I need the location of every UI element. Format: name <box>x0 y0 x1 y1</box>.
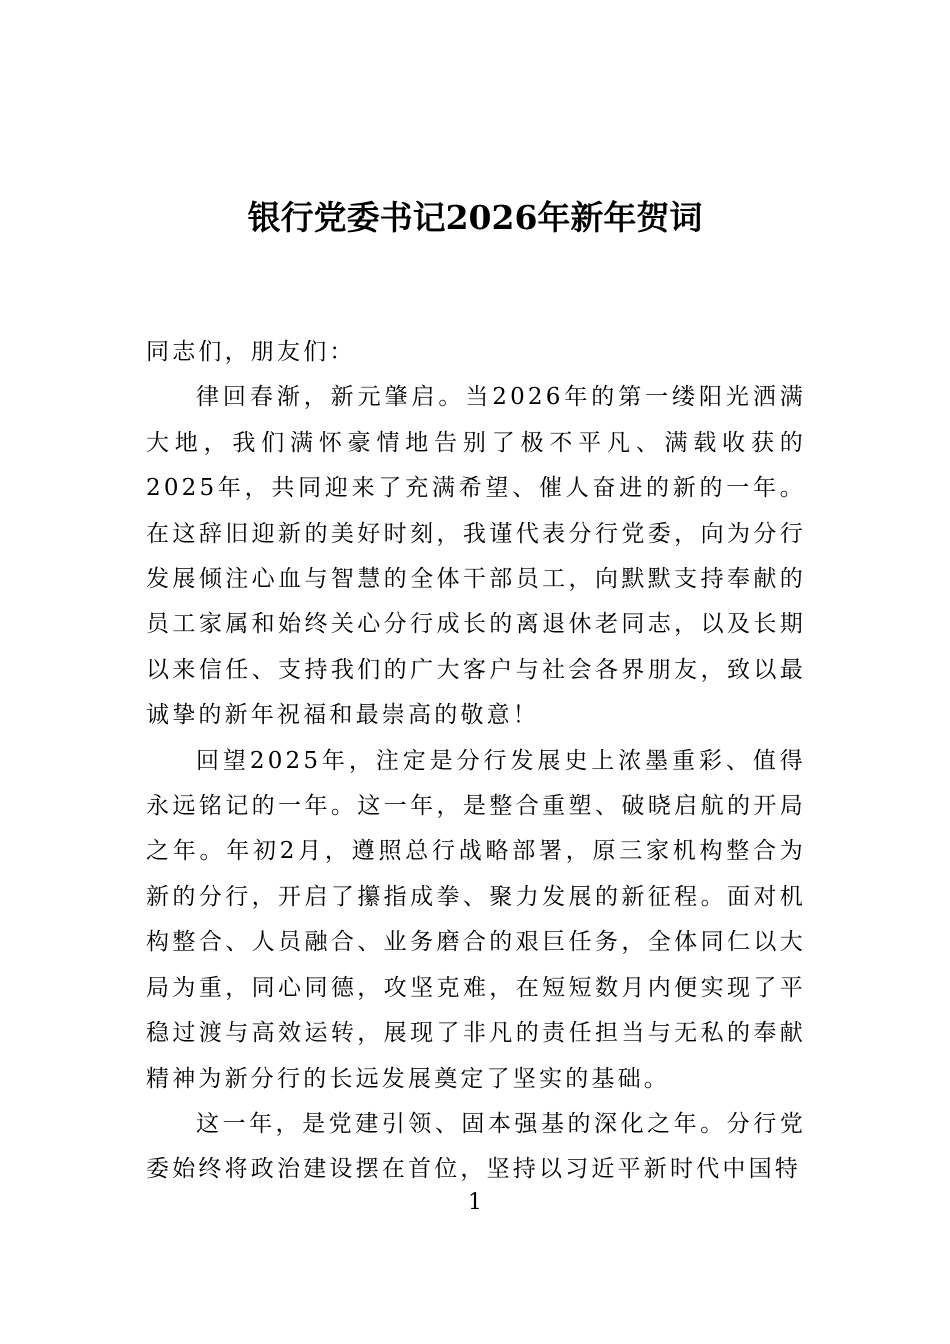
document-title: 银行党委书记2026年新年贺词 <box>247 198 703 237</box>
page-number: 1 <box>468 1190 482 1215</box>
salutation: 同志们，朋友们： <box>146 339 356 365</box>
paragraph-new-year-greeting: 律回春渐，新元肇启。当2026年的第一缕阳光洒满大地，我们满怀豪情地告别了极不平凡、满载收获的2025年，共同迎来了充满希望、催人奋进的新的一年。在这辞旧迎新的美好时刻，我谨代表分行党委，向为分行发展倾注心血与智慧的全体干部员工，向默默支持奉献的员工家属和始终关心分行成长的离退休老同志，以及长期以来信任、支持我们的广大客户与社会各界朋友，致以最诚挚的新年祝福和最崇高的敬意！ <box>146 384 806 729</box>
document-body <box>146 330 806 1193</box>
paragraph-party-building: 这一年，是党建引领、固本强基的深化之年。分行党委始终将政治建设摆在首位，坚持以习近平新时代中国特 <box>146 1110 806 1183</box>
paragraph-review-2025: 回望2025年，注定是分行发展史上浓墨重彩、值得永远铭记的一年。这一年，是整合重塑、破晓启航的开局之年。年初2月，遵照总行战略部署，原三家机构整合为新的分行，开启了攥指成拳、聚力发展的新征程。面对机构整合、人员融合、业务磨合的艰巨任务，全体同仁以大局为重，同心同德，攻坚克难，在短短数月内便实现了平稳过渡与高效运转，展现了非凡的责任担当与无私的奉献精神为新分行的长远发展奠定了坚实的基础。 <box>146 747 806 1092</box>
